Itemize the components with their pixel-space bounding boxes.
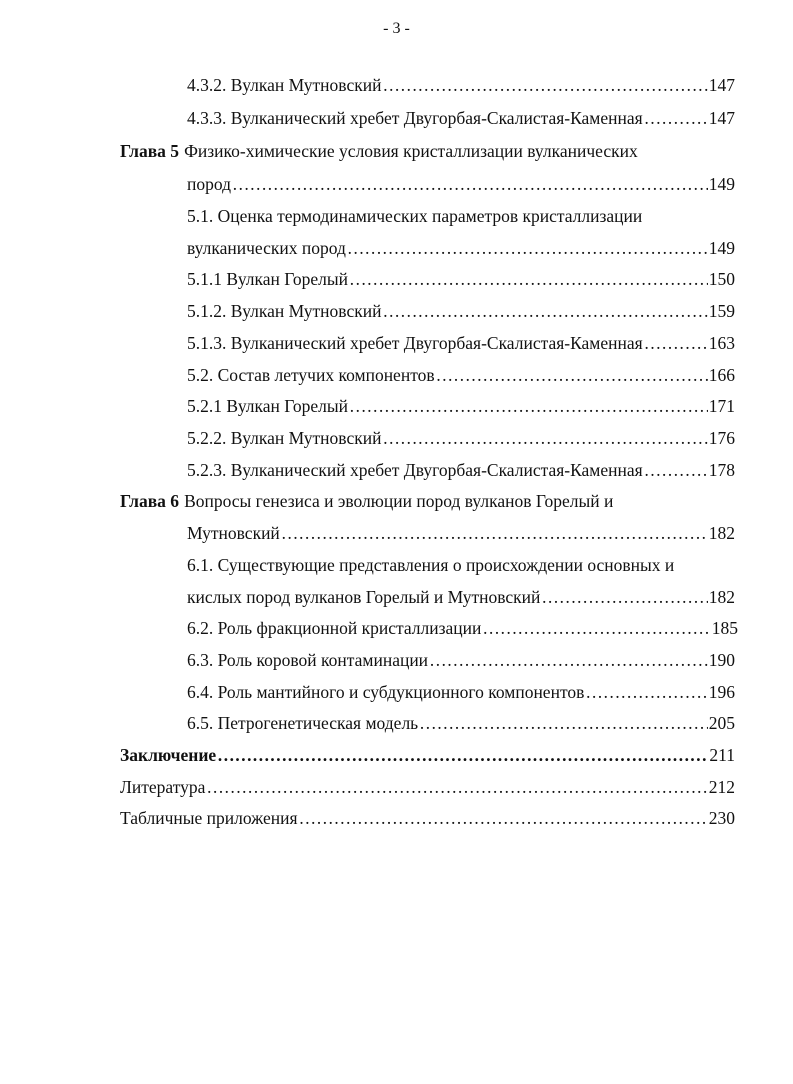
toc-leader-dots <box>382 298 707 324</box>
toc-leader-dots <box>585 679 707 705</box>
toc-entry-text: 5.1.2. Вулкан Мутновский <box>187 301 382 321</box>
toc-entry-text: 4.3.3. Вулканический хребет Двугорбая-Скалистая-Каменная <box>187 108 643 128</box>
page-number: - 3 - <box>383 20 410 37</box>
toc-entry-6-1-heading <box>187 552 735 578</box>
toc-entry-page: 176 <box>708 428 735 448</box>
toc-chapter-5-cont <box>187 171 735 197</box>
toc-entry-text: 4.3.2. Вулкан Мутновский <box>187 75 382 95</box>
toc-entry-page: 190 <box>708 650 735 670</box>
toc-leader-dots <box>299 805 708 831</box>
toc-entry-6-2 <box>187 615 738 641</box>
toc-entry-page: 159 <box>708 301 735 321</box>
toc-entry-page: 147 <box>708 108 735 128</box>
toc-entry-6-3 <box>187 647 735 673</box>
toc-entry-text: 6.1. Существующие представления о происхождении основных и <box>187 555 675 575</box>
toc-entry-4-3-2 <box>187 72 735 98</box>
toc-entry-text: 6.2. Роль фракционной кристаллизации <box>187 618 482 638</box>
toc-leader-dots <box>349 393 708 419</box>
toc-entry-text: вулканических пород <box>187 238 346 258</box>
toc-entry-5-1-1 <box>187 266 735 292</box>
toc-entry-text: 5.2. Состав летучих компонентов <box>187 365 435 385</box>
toc-entry-4-3-3 <box>187 105 735 131</box>
toc-entry-page: 230 <box>708 808 735 828</box>
toc-entry-conclusion <box>120 742 735 768</box>
toc-leader-dots <box>206 774 707 800</box>
toc-entry-text: 5.2.2. Вулкан Мутновский <box>187 428 382 448</box>
toc-entry-text: 6.4. Роль мантийного и субдукционного компонентов <box>187 682 585 702</box>
toc-entry-appendices <box>120 805 735 831</box>
toc-entry-text: 5.2.3. Вулканический хребет Двугорбая-Скалистая-Каменная <box>187 460 643 480</box>
toc-entry-page: 196 <box>708 682 735 702</box>
toc-entry-page: 171 <box>708 396 735 416</box>
toc-leader-dots <box>382 425 707 451</box>
toc-entry-text: Заключение <box>120 745 217 765</box>
toc-entry-text: Мутновский <box>187 523 280 543</box>
toc-entry-page: 205 <box>708 713 735 733</box>
toc-leader-dots <box>232 171 708 197</box>
toc-entry-6-4 <box>187 679 735 705</box>
toc-leader-dots <box>644 330 708 356</box>
toc-entry-page: 149 <box>708 174 735 194</box>
toc-entry-text: 5.2.1 Вулкан Горелый <box>187 396 348 416</box>
toc-entry-text: Табличные приложения <box>120 808 298 828</box>
toc-entry-page: 163 <box>708 333 735 353</box>
toc-chapter-5-heading <box>120 138 740 164</box>
toc-entry-page: 166 <box>708 365 735 385</box>
toc-entry-page: 182 <box>708 523 735 543</box>
toc-entry-5-2 <box>187 362 735 388</box>
toc-chapter-label: Глава 5 <box>120 141 180 161</box>
toc-entry-text: 6.3. Роль коровой контаминации <box>187 650 429 670</box>
toc-entry-5-1-heading <box>187 203 735 229</box>
toc-entry-5-1-2 <box>187 298 735 324</box>
toc-entry-6-5 <box>187 710 735 736</box>
toc-leader-dots <box>419 710 708 736</box>
toc-entry-text: Вопросы генезиса и эволюции пород вулканов Горелый и <box>184 491 614 511</box>
toc-leader-dots <box>349 266 708 292</box>
toc-leader-dots <box>482 615 710 641</box>
toc-entry-page: 147 <box>708 75 735 95</box>
toc-entry-5-2-2 <box>187 425 735 451</box>
toc-entry-text: 5.1. Оценка термодинамических параметров кристаллизации <box>187 206 643 226</box>
toc-leader-dots <box>541 584 707 610</box>
toc-chapter-label: Глава 6 <box>120 491 180 511</box>
toc-entry-page: 149 <box>708 238 735 258</box>
toc-leader-dots <box>429 647 708 673</box>
toc-entry-5-2-3 <box>187 457 735 483</box>
toc-chapter-6-cont <box>187 520 735 546</box>
toc-entry-6-1-cont <box>187 584 735 610</box>
toc-leader-dots <box>217 742 708 768</box>
toc-entry-text: кислых пород вулканов Горелый и Мутновский <box>187 587 541 607</box>
toc-entry-text: 5.1.1 Вулкан Горелый <box>187 269 348 289</box>
toc-entry-text: Физико-химические условия кристаллизации вулканических <box>184 141 638 161</box>
toc-chapter-6-heading <box>120 488 740 514</box>
toc-entry-text: 5.1.3. Вулканический хребет Двугорбая-Скалистая-Каменная <box>187 333 643 353</box>
toc-entry-text: 6.5. Петрогенетическая модель <box>187 713 419 733</box>
toc-entry-text: пород <box>187 174 232 194</box>
toc-entry-text: Литература <box>120 777 206 797</box>
toc-entry-references <box>120 774 735 800</box>
toc-leader-dots <box>382 72 707 98</box>
toc-entry-page: 178 <box>708 460 735 480</box>
toc-entry-page: 185 <box>711 618 738 638</box>
toc-entry-5-1-cont <box>187 235 735 261</box>
toc-entry-5-2-1 <box>187 393 735 419</box>
toc-entry-page: 182 <box>708 587 735 607</box>
toc-leader-dots <box>644 105 708 131</box>
toc-leader-dots <box>436 362 708 388</box>
toc-leader-dots <box>347 235 708 261</box>
toc-leader-dots <box>644 457 708 483</box>
toc-leader-dots <box>281 520 708 546</box>
toc-entry-page: 150 <box>708 269 735 289</box>
toc-entry-page: 212 <box>708 777 735 797</box>
toc-entry-page: 211 <box>709 745 735 765</box>
toc-entry-5-1-3 <box>187 330 735 356</box>
